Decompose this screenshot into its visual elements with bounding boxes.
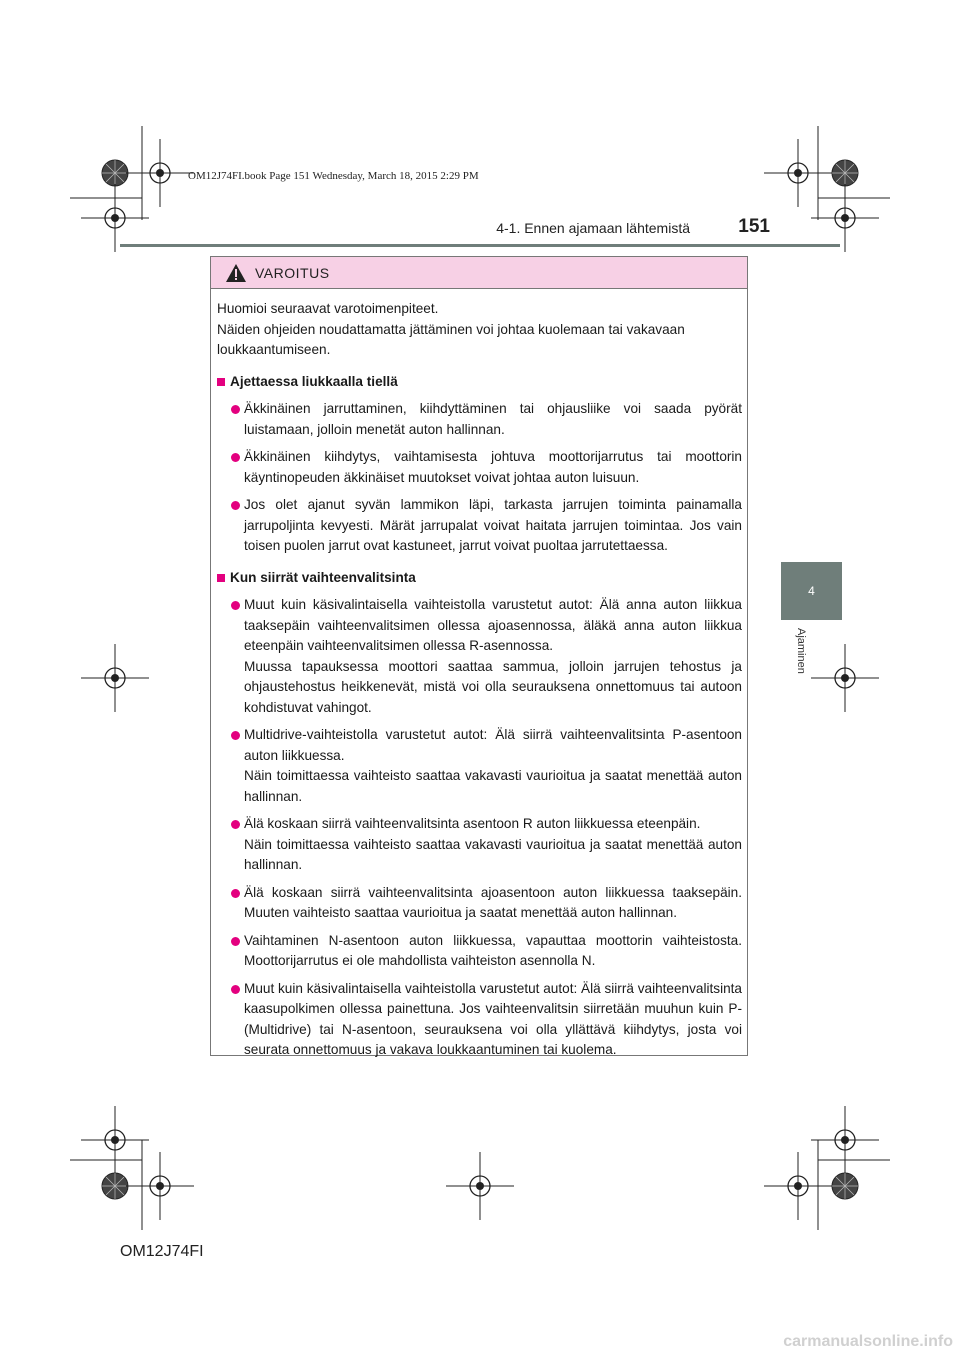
list-item-text: Jos olet ajanut syvän lammikon läpi, tarkasta jarrujen toiminta painamalla jarrupoljinta kevyesti. Märät jarrupalat voivat haitata jarrujen toimintaa. Jos vain toisen puolen jarrut ovat kastuneet, jarrut voivat puoltaa jarrutettaessa. (244, 497, 742, 553)
square-bullet-icon (217, 574, 225, 582)
list-item (217, 979, 742, 1061)
list-item (217, 725, 742, 807)
list-item (217, 595, 742, 718)
list-item-text: Muut kuin käsivalintaisella vaihteistolla varustetut autot: Älä siirrä vaihteenvalitsinta kaasupolkimen ollessa painettuna. Jos vaihteenvalitsin siirretään muuhun kuin P- (Multidrive) tai N-asentoon, seurauksena voi olla yllättävä kiihdytys, josta voi seurata onnettomuus ja vakava loukkaantuminen tai kuolema. (244, 980, 742, 1057)
intro-line: Huomioi seuraavat varotoimenpiteet. (217, 301, 439, 316)
list-item-text: Muussa tapauksessa moottori saattaa sammua, jolloin jarrujen tehostus ja ohjaustehostus heikkenevät, mistä voi olla seurauksena onnettomuus tai autoon kohdistuvat vahingot. (244, 658, 742, 715)
list-item (217, 399, 742, 440)
list-item-text: Älä koskaan siirrä vaihteenvalitsinta ajoasentoon auton liikkuessa taaksepäin. Muuten vaihteisto saattaa vaurioitua ja saatat menettää auton hallinnan. (244, 884, 742, 920)
bullet-dot-icon (231, 889, 240, 898)
list-item-text: Äkkinäinen jarruttaminen, kiihdyttäminen tai ohjausliike voi saada pyörät luistamaan, jolloin menetät auton hallinnan. (244, 401, 742, 437)
page-number: 151 (738, 216, 770, 237)
list-item (217, 447, 742, 488)
list-item-text: Multidrive-vaihteistolla varustetut autot: Älä siirrä vaihteenvalitsinta P-asentoon auton liikkuessa. (244, 727, 742, 763)
intro-line: Näiden ohjeiden noudattamatta jättäminen voi johtaa kuolemaan tai vakavaan loukkaantumiseen. (217, 321, 685, 357)
list-item-text: Näin toimittaessa vaihteisto saattaa vakavasti vaurioitua ja saatat menettää auton hallinnan. (244, 836, 742, 872)
bullet-dot-icon (231, 985, 240, 994)
list-item-text: Älä koskaan siirrä vaihteenvalitsinta asentoon R auton liikkuessa eteenpäin. (244, 816, 701, 831)
warning-header (211, 257, 747, 289)
chapter-number-tab (781, 562, 842, 620)
warning-intro (217, 299, 742, 361)
square-bullet-icon (217, 378, 225, 386)
list-item (217, 931, 742, 972)
section-title: 4-1. Ennen ajamaan lähtemistä (496, 220, 690, 236)
bullet-dot-icon (231, 601, 240, 610)
warning-box (210, 256, 748, 1056)
section-shift-lever (217, 568, 742, 1061)
list-item (217, 495, 742, 557)
list-item (217, 883, 742, 924)
chapter-number: 4 (808, 584, 815, 598)
section-heading-text: Kun siirrät vaihteenvalitsinta (230, 569, 416, 585)
bullet-dot-icon (231, 405, 240, 414)
section-heading-text: Ajettaessa liukkaalla tiellä (230, 373, 398, 389)
header-rule (120, 244, 840, 247)
bullet-dot-icon (231, 501, 240, 510)
book-file-info: OM12J74FI.book Page 151 Wednesday, March 18, 2015 2:29 PM (188, 170, 479, 182)
bullet-dot-icon (231, 820, 240, 829)
bullet-dot-icon (231, 937, 240, 946)
warning-title: VAROITUS (255, 264, 330, 281)
bullet-dot-icon (231, 453, 240, 462)
list-item-text: Äkkinäinen kiihdytys, vaihtamisesta johtuva moottorijarrutus tai moottorin käyntinopeuden äkkinäiset muutokset voivat johtaa auton luisuun. (244, 449, 742, 485)
bullet-dot-icon (231, 731, 240, 740)
list-item-text: Vaihtaminen N-asentoon auton liikkuessa, vapauttaa moottorin vaihteistosta. Moottorijarrutus ei ole mahdollista vaihteiston asennolla N. (244, 932, 742, 968)
section-slippery-road (217, 372, 742, 557)
manual-code: OM12J74FI (120, 1243, 204, 1260)
list-item (217, 814, 742, 876)
section-heading (217, 372, 742, 393)
watermark: carmanualsonline.info (783, 1333, 953, 1350)
list-item-text: Muut kuin käsivalintaisella vaihteistolla varustetut autot: Älä anna auton liikkua taaksepäin vaihteenvalitsimen ollessa ajoasennossa, äläkä anna auton liikkua eteenpäin vaihteenvalitsimen ollessa R-asennossa. (244, 597, 742, 653)
warning-body (211, 289, 747, 1061)
list-item-text: Näin toimittaessa vaihteisto saattaa vakavasti vaurioitua ja saatat menettää auton hallinnan. (244, 768, 742, 804)
section-heading (217, 568, 742, 589)
warning-triangle-icon (225, 263, 247, 283)
chapter-label: Ajaminen (795, 628, 807, 674)
